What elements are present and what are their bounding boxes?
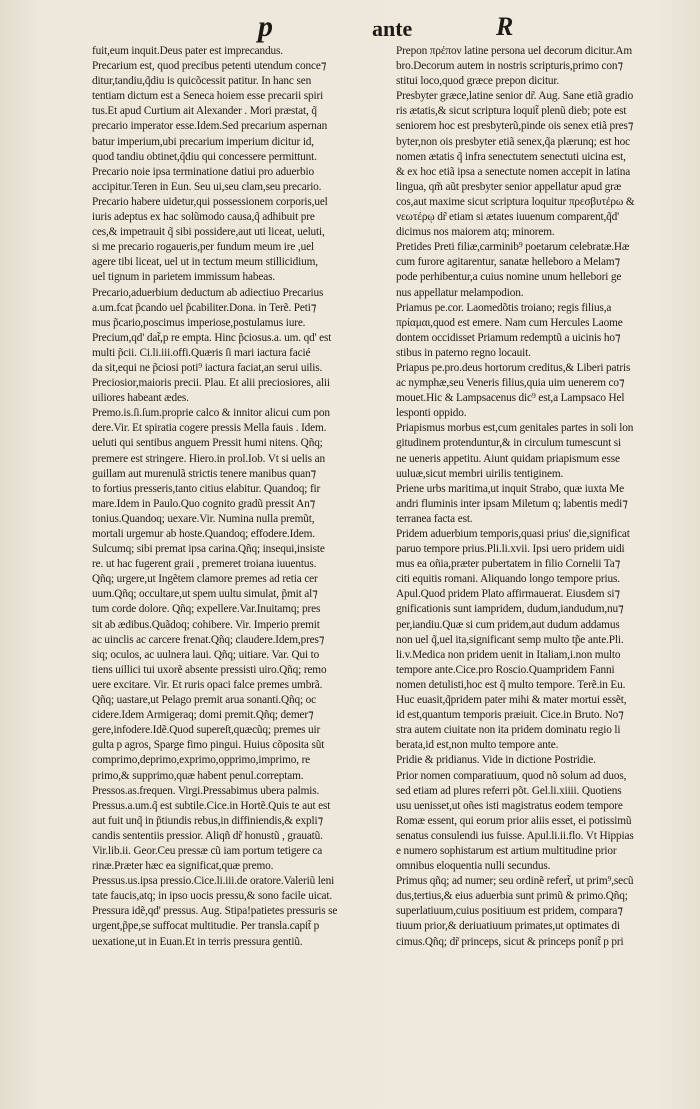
text-line: lingua, qm̃ aũt presbyter senior appellatur apud græ bbox=[396, 180, 622, 193]
text-line: Huc euasit,q̃pridem pater mihi & mater mortui essẽt, bbox=[396, 694, 627, 707]
text-line: dus,tertius,& eius aduerbia sunt primũ & primo.Qñq; bbox=[396, 890, 628, 903]
text-line: pode perhibentur,a cuius nomine unum hellebori ge bbox=[396, 271, 622, 284]
text-line: tiens uillici tui uxorẽ absente pressisti uiro.Qñq; remo bbox=[92, 663, 327, 676]
text-line: mus p̃cario,poscimus imperiose,postulamus iure. bbox=[92, 316, 306, 329]
text-line: cimus.Qñq; dr̃ princeps, sicut & princeps ponit̃ p pri bbox=[396, 935, 624, 948]
text-line: uexatione,ut in Euan.Et in terris pressura gentiũ. bbox=[92, 935, 303, 948]
text-line: berata,id est,non multo tempore ante. bbox=[396, 739, 559, 752]
text-line: precario imperator esse.Idem.Sed precarium aspernan bbox=[92, 120, 328, 133]
text-line: Qñq; uastare,ut Pelago premit arua sonanti.Qñq; oc bbox=[92, 694, 317, 707]
text-line: batur imperium,ubi precarium imperium dicitur id, bbox=[92, 135, 314, 148]
text-line: guillam aut murenulã strictis tenere manibus quan⁊ bbox=[92, 467, 316, 480]
text-line: bro.Decorum autem in nostris scripturis,primo con⁊ bbox=[396, 60, 623, 73]
text-line: comprimo,deprimo,exprimo,opprimo,imprimo, re bbox=[92, 754, 311, 767]
text-line: dontem occidisset Priamum redemptũ a uicinis ho⁊ bbox=[396, 331, 621, 344]
text-line: ac nymphæ,seu Veneris filius,quia uim uenerem co⁊ bbox=[396, 377, 625, 390]
running-header bbox=[0, 6, 700, 43]
text-line: tentiam dictum est a Seneca hoiem esse precarii spiri bbox=[92, 90, 324, 103]
text-line: paruo tempore prius.Pli.li.xvii. Ipsi uero pridem uidi bbox=[396, 543, 625, 556]
text-line: ditur,tandiu,q̃diu is quicõcessit patitur. In hanc sen bbox=[92, 75, 312, 88]
text-line: Precario,aduerbium deductum ab adiectiuo Precarius bbox=[92, 286, 324, 299]
text-line: ris ætatis,& sicut scriptura loquit̃ plenũ dieb; pote est bbox=[396, 105, 627, 118]
text-line: Pressura idẽ,qd' pressus. Aug. Stipa!patietes pressuris se bbox=[92, 905, 338, 918]
text-line: Pridie & pridianus. Vide in dictione Postridie. bbox=[396, 754, 596, 767]
text-line: gnificationis sunt iampridem, dudum,iandudum,nu⁊ bbox=[396, 603, 624, 616]
text-line: Pressus.a.um.q̃ est subtile.Cice.in Hortẽ.Quis te aut est bbox=[92, 799, 331, 812]
text-line: urgent,p̃pe,se suffocat multitudie. Per transla.capit̃ p bbox=[92, 920, 320, 933]
text-line: Priene urbs maritima,ut inquit Strabo, quæ iuxta Me bbox=[396, 482, 624, 495]
text-line: mouet.Hic & Lampsacenus dic⁹ est,a Lampsaco Hel bbox=[396, 392, 625, 405]
text-line: Pressus.us.ipsa pressio.Cice.li.iii.de oratore.Valeriũ leni bbox=[92, 875, 335, 888]
text-line: terranea facta est. bbox=[396, 512, 473, 525]
text-line: senatus consulendi ius fuisse. Apul.li.ii.flo. Vt Hippias bbox=[396, 829, 634, 842]
text-line: Apul.Quod pridem Plato affirmauerat. Eiusdem si⁊ bbox=[396, 588, 620, 601]
text-line: multi p̃cii. Ci.li.iii.offi.Quæris ſi mari iactura facié bbox=[92, 346, 311, 359]
text-line: usu uenisset,ut oñes isti magistratus eodem tempore bbox=[396, 799, 623, 812]
text-line: Primus qñq; ad numer; seu ordinẽ refert̃, ut prim⁹,secũ bbox=[396, 875, 634, 888]
text-line: tonius.Quandoq; uexare.Vir. Numina nulla premũt, bbox=[92, 512, 315, 525]
text-line: uuluæ,sicut membri uirilis tentiginem. bbox=[396, 467, 564, 480]
text-line: Precario noie ipsa terminatione datiui pro aduerbio bbox=[92, 165, 314, 178]
text-line: Precarium est, quod precibus petenti utendum conce⁊ bbox=[92, 60, 327, 73]
text-line: uere excitare. Vir. Et ruris opaci falce premes umbrã. bbox=[92, 678, 323, 691]
text-line: citi equitis romani. Aliquando longo tempore prius. bbox=[396, 573, 620, 586]
text-line: andri fluminis inter ipsam Miletum q; labentis medi⁊ bbox=[396, 497, 628, 510]
text-line: quod tandiu obtinet,q̃diu qui concessere permittunt. bbox=[92, 150, 317, 163]
text-line: Sulcumq; sibi premat ipsa carina.Qñq; insequi,insiste bbox=[92, 543, 325, 556]
text-line: nus appellatur melampodion. bbox=[396, 286, 524, 299]
text-line: stitui loco,quod græce prepon dicitur. bbox=[396, 75, 560, 88]
text-line: Priapismus morbus est,cum genitales partes in soli lon bbox=[396, 422, 634, 435]
text-line: id est,quantum temporis præiuit. Cice.in Bruto. No⁊ bbox=[396, 709, 624, 722]
header-letter-left: p bbox=[258, 10, 273, 43]
text-line: per,iandiu.Quæ si cum pridem,aut dudum addamus bbox=[396, 618, 620, 631]
text-line: cidere.Idem Armigeraq; domi premit.Qñq; demer⁊ bbox=[92, 709, 314, 722]
text-line: siq; oculos, ac uulnera laui. Qñq; uitiare. Var. Qui to bbox=[92, 648, 320, 661]
text-line: Precario habere uidetur,qui possessionem corporis,uel bbox=[92, 195, 328, 208]
text-line: mortali urgemur ab hoste.Quandoq; effodere.Idem. bbox=[92, 528, 315, 540]
text-line: non uel q̃,uel ita,significant semp multo tp̃e ante.Pli. bbox=[396, 633, 624, 646]
text-line: superlatiuum,cuius positiuum est pridem, compara⁊ bbox=[396, 905, 623, 918]
text-line: cum furore agitarentur, sanatæ helleboro a Melam⁊ bbox=[396, 256, 620, 269]
text-line: Pretides Preti filiæ,carminib⁹ poetarum celebratæ.Hæ bbox=[396, 241, 630, 254]
text-line: cos,aut maxime sicut scriptura loquitur πρεσβυτέρω & bbox=[396, 195, 635, 208]
text-line: uiliores habeant ædes. bbox=[92, 392, 189, 405]
text-line: e numero sophistarum est artium multitudine prior bbox=[396, 844, 617, 857]
text-line: ac uinclis ac carcere frenat.Qñq; claudere.Idem,pres⁊ bbox=[92, 633, 325, 646]
text-line: dere.Vir. Et spiratia cogere pressis Mella fauis . Idem. bbox=[92, 422, 327, 435]
text-line: Precium,qd' dat̃,p re empta. Hinc p̃ciosus.a. um. qd' est bbox=[92, 331, 332, 344]
text-line: & ex hoc etiã ipsa a senectute nomen accepit in latina bbox=[396, 165, 631, 178]
text-line: nomen detulisti,hoc est q̃ multo tempore. Terẽ.in Eu. bbox=[396, 678, 626, 691]
text-line: πρίαμαι,quod est emere. Nam cum Hercules Laome bbox=[396, 316, 623, 329]
text-line: Priapus pe.pro.deus hortorum creditus,& Liberi patris bbox=[396, 361, 631, 374]
text-line: candis sententiis pressior. Aliqñ dr̃ honustũ , grauatũ. bbox=[92, 829, 323, 842]
text-line: tum corde dolore. Qñq; expellere.Var.Inuitamq; pres bbox=[92, 603, 321, 616]
text-line: Romæ essent, qui eorum prior aliis esset, ei potissimũ bbox=[396, 814, 632, 827]
text-line: gere,infodere.Idẽ.Quod supereſt,quæcũq; premes uir bbox=[92, 724, 321, 737]
text-line: a.um.fcat p̃cando uel p̃cabiliter.Dona. in Terẽ. Peti⁊ bbox=[92, 301, 317, 314]
text-line: sed etiam ad plures referri põt. Gel.li.xiiii. Quotiens bbox=[396, 784, 622, 797]
text-line: mus ea oñia,præter pubertatem in filio Cornelii Ta⁊ bbox=[396, 558, 621, 571]
text-line: li.v.Medica non pridem uenit in Italiam,i.non multo bbox=[396, 648, 621, 661]
text-line: ne ueneris appetitu. Aiunt quidam priapismum esse bbox=[396, 452, 620, 465]
text-line: ueluti qui sentibus anguem Pressit humi nitens. Qñq; bbox=[92, 437, 323, 450]
text-line: Prior nomen comparatiuum, quod nõ solum ad duos, bbox=[396, 769, 627, 782]
text-line: Qñq; urgere,ut Ingẽtem clamore premes ad retia cer bbox=[92, 573, 318, 586]
left-text-column bbox=[92, 44, 388, 950]
text-line: da sit,equi ne p̃ciosi poti⁹ iactura faciat,an serui uilis. bbox=[92, 361, 323, 374]
text-line: tate faucis,atq; in ipso uocis pressu,& sono facile uicat. bbox=[92, 890, 333, 903]
text-line: uum.Qñq; occultare,ut spem uultu simulat, p̃mit al⁊ bbox=[92, 588, 318, 601]
text-line: aut fuit unq̃ in p̃tiundis rebus,in diffiniendis,& expli⁊ bbox=[92, 814, 323, 827]
text-line: to fortius presseris,tanto citius elabitur. Quandoq; fir bbox=[92, 482, 321, 495]
text-line: lesponti oppido. bbox=[396, 407, 467, 420]
text-line: stibus in paterno regno locauit. bbox=[396, 346, 531, 359]
text-line: gitudinem protenduntur,& in circulum tumescunt si bbox=[396, 437, 622, 450]
text-line: si me precario rogaueris,per fundum meum ire ,uel bbox=[92, 241, 314, 254]
text-line: Presbyter græce,latine senior dr̃. Aug. Sane etiã gradio bbox=[396, 90, 634, 103]
header-letter-right: R bbox=[496, 12, 514, 41]
text-line: stra autem ciuitate non ita pridem dominatu regio li bbox=[396, 724, 621, 737]
text-line: accipitur.Teren in Eun. Seu ui,seu clam,seu precario. bbox=[92, 180, 322, 193]
text-line: omnibus eloquentia nulli secundus. bbox=[396, 860, 551, 873]
text-line: tempore ante.Cice.pro Roscio.Quampridem Fanni bbox=[396, 663, 615, 676]
text-line: Prepon πρέπον latine persona uel decorum dicitur.Am bbox=[396, 45, 633, 57]
text-line: re. ut hac fugerent graii , premeret troiana iuuentus. bbox=[92, 558, 317, 571]
text-line: ces,& impetrauit q̃ sibi possidere,aut uti liceat, ueluti, bbox=[92, 226, 325, 239]
text-line: rinæ.Præter hæc ea significat,quæ premo. bbox=[92, 860, 274, 873]
text-line: fuit,eum inquit.Deus pater est imprecandus. bbox=[92, 45, 283, 57]
text-line: uel tignum in parietem immissum habeas. bbox=[92, 271, 276, 284]
text-line: seniorem hoc est presbyterũ,pinde ois senex etiã pres⁊ bbox=[396, 120, 634, 133]
text-line: iuris adeptus ex hac solũmodo causa,q̃ adhibuit pre bbox=[92, 211, 315, 224]
text-line: Preciosior,maioris precii. Plau. Et alii preciosiores, alii bbox=[92, 377, 330, 390]
text-line: sit ab ædibus.Quãdoq; cohibere. Vir. Imperio premit bbox=[92, 618, 320, 631]
text-line: νεωτέρῳ dr̃ etiam si ætates iuuenum comparent,q̃d' bbox=[396, 211, 620, 224]
text-line: Priamus pe.cor. Laomedõtis troiano; regis filius,a bbox=[396, 301, 612, 314]
text-line: primo,& supprimo,quæ habent penul.correptam. bbox=[92, 769, 304, 782]
text-line: nomen ætatis q̃ infra senectutem senectuti uicina est, bbox=[396, 150, 626, 163]
text-line: agere tibi liceat, uel ut in tectum meum stillicidium, bbox=[92, 256, 318, 269]
header-word: ante bbox=[372, 16, 413, 41]
text-line: premere est stringere. Hiero.in prol.Iob. Vt si uelis an bbox=[92, 452, 325, 465]
text-line: tus.Et apud Curtium ait Alexander . Mori præstat, q̃ bbox=[92, 105, 317, 118]
text-line: Pridem aduerbium temporis,quasi prius' die,significat bbox=[396, 528, 630, 540]
text-line: gulta p agros, Sparge fimo pingui. Huius cõposita sũt bbox=[92, 739, 325, 752]
text-line: Pressos.as.frequen. Virgi.Pressabimus ubera palmis. bbox=[92, 784, 320, 797]
text-line: byter,non ois presbyter etiã senex,q̃a plærunq; est hoc bbox=[396, 135, 630, 148]
text-line: mare.Idem in Paulo.Quo cognito gradũ pressit An⁊ bbox=[92, 497, 316, 510]
text-line: Vir.lib.ii. Geor.Ceu pressæ cũ iam portum tetigere ca bbox=[92, 844, 323, 857]
text-line: dicimus nos maiorem atq; minorem. bbox=[396, 226, 555, 239]
text-line: tiuum prior,& deriuatiuum primates,ut optimates di bbox=[396, 920, 620, 933]
right-text-column bbox=[396, 44, 686, 950]
text-line: Premo.is.ſi.ſum.proprie calco & innitor alicui cum pon bbox=[92, 407, 330, 420]
